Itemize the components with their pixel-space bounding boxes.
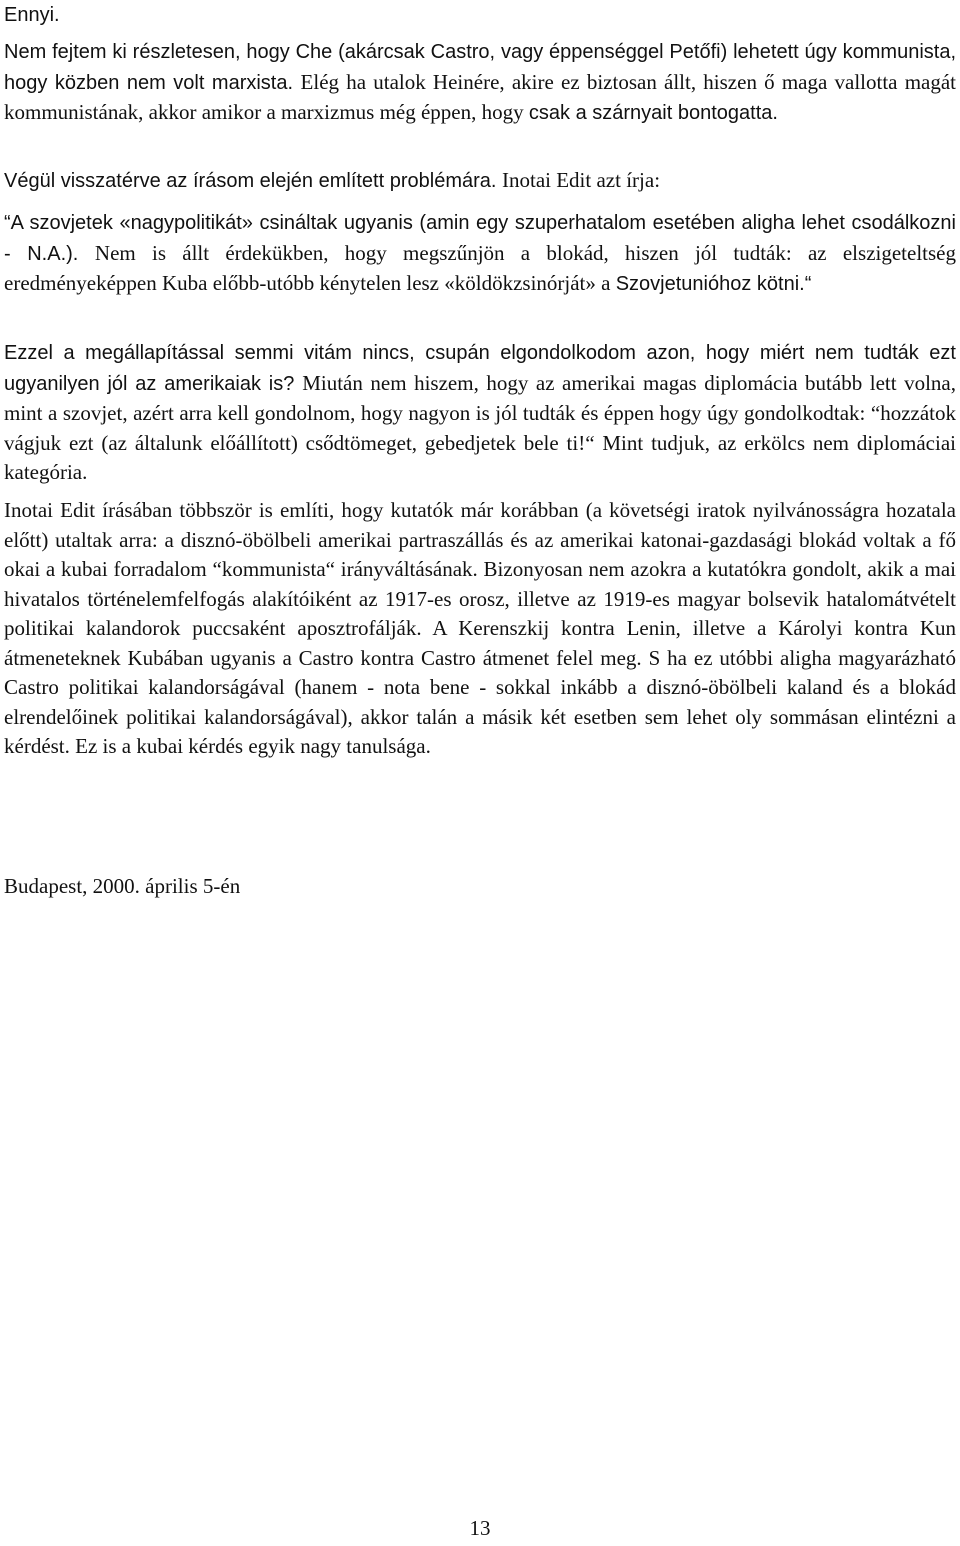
text-segment: Ennyi. [4,4,60,26]
text-segment: Végül visszatérve az írásom elején említett problémára. [4,170,502,192]
paragraph-researchers [4,496,956,762]
text-segment: Inotai Edit írásában többször is említi, hogy kutatók már korábban (a követségi iratok nyilvánosságra hozatala előtt) utaltak arra: a disznó-öbölbeli amerikai partraszállás és az amerikai katonai-gazdasági blokád voltak a fő okai a kubai forradalom “kommunista“ irányváltásának. Bizonyosan nem azokra a kutatókra gondolt, akik a mai hivatalos történelemfelfogás alakítóiként az 1917-es orosz, illetve az 1919-es magyar bolsevik hatalomátvételt politikai kalandorok puccsaként aposztrofálják. A Kerenszkij kontra Lenin, illetve a Károlyi kontra Kun átmeneteknek Kubában ugyanis a Castro kontra Castro átmenet felel meg. S ha ez utóbbi aligha magyarázható Castro politikai kalandorságával (hanem - nota bene - sokkal inkább a disznó-öbölbeli kaland és a blokád elrendelőinek politikai kalandorságával), akkor talán a másik két esetben sem lehet oly sommásan elintézni a kérdést. Ez is a kubai kérdés egyik nagy tanulsága. [4,498,956,758]
text-segment: Nem fejtem ki részletesen, hogy Che (akárcsak Castro, vagy éppenséggel Petőfi) lehetett úgy kommunista, hogy közben nem volt marxista. [4,41,956,94]
page-number: 13 [469,1516,491,1540]
text-segment: Nem is állt érdekükben, hogy megszűnjön a blokád, hiszen jól tudták: az elszigeteltség eredményeképpen Kuba előbb-utóbb kénytelen lesz «köldökzsinórját» a [4,240,956,295]
text-segment: Szovjetunióhoz kötni.“ [615,273,812,295]
text-segment: Budapest, 2000. április 5-én [4,874,241,898]
paragraph-closing-word [4,0,956,31]
text-segment: Miután nem hiszem, hogy az amerikai magas diplomácia butább lett volna, mint a szovjet, azért arra kell gondolnom, hogy nagyon is jól tudták és éppen hogy úgy gondolkodtak: “hozzátok vágjuk ezt (az általunk előállított) csődtömeget, gebedjetek bele ti!“ Mint tudjuk, az erkölcs nem diplomáciai kategória. [4,370,957,484]
text-segment: csak a szárnyait bontogatta. [528,102,778,124]
text-segment: Elég ha utalok Heinére, akire ez biztosan állt, hiszen ő maga vallotta magát kommunistának, akkor amikor a marxizmus még éppen, hogy [4,69,956,124]
paragraph-che-marxism [4,37,956,129]
text-segment: Ezzel a megállapítással semmi vitám nincs, csupán elgondolkodom azon, hogy miért nem tudták ezt ugyanilyen jól az amerikaiak is? [4,342,956,395]
text-segment: “A szovjetek «nagypolitikát» csináltak ugyanis (amin egy szuperhatalom esetében aligha lehet csodálkozni - N.A.). [4,212,956,265]
paragraph-quotation [4,208,956,300]
paragraph-return-to-problem [4,166,956,197]
text-segment: Inotai Edit azt írja: [502,168,661,192]
date-line [4,872,956,902]
paragraph-american-diplomacy [4,338,956,488]
